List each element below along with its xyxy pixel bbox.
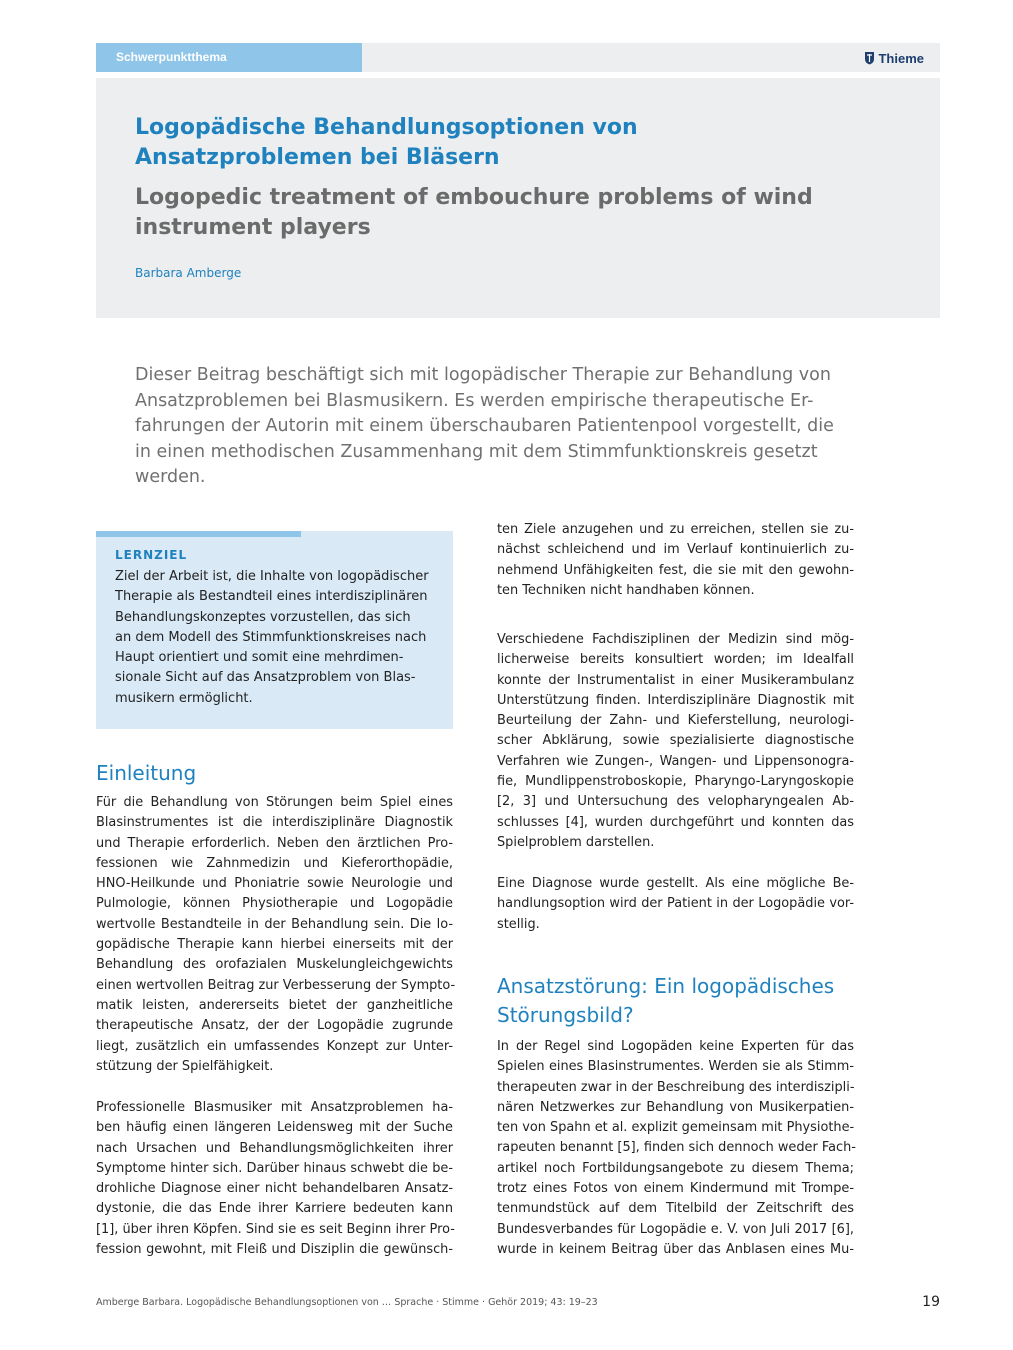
text-line: matik leisten, andererseits bietet der ganzheitliche <box>96 997 453 1013</box>
text-line: dystonie, die das Ende ihrer Karriere bedeuten kann <box>96 1201 453 1217</box>
text-line: nären Netzwerkes zur Behandlung von Musikerpatien- <box>497 1099 854 1115</box>
learning-goal-line: musikern ermöglicht. <box>115 690 253 706</box>
learning-goal-line: Ziel der Arbeit ist, die Inhalte von logopädischer <box>115 569 429 584</box>
text-line: Pulmologie, können Physiotherapie und Logopädie <box>96 896 453 912</box>
right-paragraph-4 <box>497 1037 854 1260</box>
learning-goal-line: Behandlungskonzeptes vorzustellen, das sich <box>115 609 411 625</box>
text-line: fessionen wie Zahnmedizin und Kieferorthopädie, <box>96 855 453 871</box>
learning-goal-line: sionale Sicht auf das Ansatzproblem von Blas- <box>115 670 416 686</box>
text-line: Eine Diagnose wurde gestellt. Als eine mögliche Be- <box>497 876 854 891</box>
text-line: handlungsoption wird der Patient in der Logopädie vor- <box>497 896 854 912</box>
abstract-line: Dieser Beitrag beschäftigt sich mit logopädischer Therapie zur Behandlung von <box>135 365 831 385</box>
text-line: Verfahren wie Zungen-, Wangen- und Lippensonogra- <box>497 753 854 769</box>
abstract-line: fahrungen der Autorin mit einem überschaubaren Patientenpool vorgestellt, die <box>135 416 834 436</box>
text-line: tenmundstück auf dem Titelbild der Zeitschrift des <box>497 1201 854 1217</box>
text-line: Bundesverbandes für Logopädie e. V. von Juli 2017 [6], <box>497 1221 854 1237</box>
text-line: stützung der Spielfähigkeit. <box>96 1058 274 1074</box>
text-line: wertvolle Bestandteile in der Behandlung sein. Die lo- <box>96 916 453 932</box>
text-line: nehmend Unfähigkeiten fest, die sie mit den gewohn- <box>497 562 854 578</box>
right-paragraph-2 <box>497 630 854 853</box>
text-line: Spielen eines Blasinstrumentes. Werden sie als Stimm- <box>497 1059 854 1075</box>
learning-goal-line: an dem Modell des Stimmfunktionskreises nach <box>115 629 427 645</box>
text-line: ten von Spahn et al. explizit gemeinsam mit Physiothe- <box>497 1120 855 1136</box>
text-line: liegt, zusätzlich ein umfassendes Konzept zur Unter- <box>96 1038 453 1054</box>
text-line: Symptome hinter sich. Darüber hinaus schwebt die be- <box>96 1160 453 1176</box>
text-line: wurde in keinem Beitrag über das Anblasen eines Mu- <box>497 1241 854 1257</box>
text-line: licherweise bereits konsultiert worden; im Idealfall <box>497 652 854 668</box>
left-paragraph-2 <box>96 1098 453 1260</box>
text-line: rapeuten benannt [5], finden sich dennoch weder Fach- <box>497 1140 856 1156</box>
left-paragraph-1 <box>96 793 456 1077</box>
text-line: trotz eines Fotos von einem Kindermund mit Trompe- <box>497 1181 854 1197</box>
abstract-line: werden. <box>135 467 206 487</box>
heading-line: Ansatzstörung: Ein logopädisches <box>497 974 835 998</box>
brand-name: Thieme <box>878 50 924 66</box>
text-line: ten Techniken nicht handhaben können. <box>497 582 755 598</box>
text-line: Beurteilung der Zahn- und Kieferstellung, neurologi- <box>497 713 854 729</box>
text-line: therapeuten zwar in der Beschreibung des interdiszipli- <box>497 1079 855 1095</box>
text-line: konnte der Instrumentalist in einer Musikerambulanz <box>497 672 854 688</box>
article-title-german: Logopädische Behandlungsoptionen von Ansatzproblemen bei Bläsern <box>135 115 638 170</box>
text-line: [2, 3] und Untersuchung des velopharyngealen Ab- <box>497 794 854 810</box>
text-line: nach Ursachen und Behandlungsmöglichkeiten ihrer <box>96 1140 453 1156</box>
abstract-line: in einen methodischen Zusammenhang mit dem Stimmfunktionskreis gesetzt <box>135 441 818 462</box>
text-line: und Therapie erforderlich. Neben den ärztlichen Pro- <box>96 835 453 851</box>
text-line: artikel noch Fortbildungsangebote zu diesem Thema; <box>497 1160 854 1176</box>
text-line: scher Abklärung, sowie spezialisierte diagnostische <box>497 733 854 749</box>
learning-goal-line: Therapie als Bestandteil eines interdisziplinären <box>115 589 428 605</box>
text-line: drohliche Diagnose einer nicht behandelbaren Ansatz- <box>96 1181 453 1197</box>
text-line: fession gewohnt, mit Fleiß und Disziplin die gewünsch- <box>96 1242 453 1258</box>
learning-goal-line: Haupt orientiert und somit eine mehrdimen- <box>115 650 404 666</box>
footer-citation: Amberge Barbara. Logopädische Behandlungsoptionen von … Sprache · Stimme · Gehör 2019; 43: 19–23 <box>96 1297 598 1308</box>
learning-goal-accent-bar <box>96 531 301 537</box>
text-line: ten Ziele anzugehen und zu erreichen, stellen sie zu- <box>497 522 854 537</box>
text-line: therapeutische Ansatz, der der Logopädie zugrunde <box>96 1018 453 1034</box>
text-line: stellig. <box>497 916 540 932</box>
text-line: Für die Behandlung von Störungen beim Spiel eines <box>96 795 453 810</box>
text-line: ben häufig einen längeren Leidensweg mit der Suche <box>96 1120 453 1136</box>
thieme-logo-icon <box>864 51 875 65</box>
article-title-english: Logopedic treatment of embouchure problems of wind instrument players <box>135 185 813 240</box>
section-heading-ansatzstoerung <box>497 972 834 1030</box>
right-paragraph-1 <box>497 520 854 601</box>
section-tab: Schwerpunktthema <box>96 43 362 72</box>
text-line: Spielproblem darstellen. <box>497 834 655 850</box>
text-line: [1], über ihren Köpfen. Sind sie es seit Beginn ihrer Pro- <box>96 1221 455 1237</box>
brand <box>864 49 924 67</box>
text-line: nächst schleichend und im Verlauf kontinuierlich zu- <box>497 542 854 558</box>
abstract <box>135 363 855 491</box>
section-heading-einleitung: Einleitung <box>96 761 197 785</box>
abstract-line: Ansatzproblemen bei Blasmusikern. Es werden empirische therapeutische Er- <box>135 390 814 411</box>
learning-goal-text <box>115 567 445 709</box>
text-line: Verschiedene Fachdisziplinen der Medizin sind mög- <box>497 632 854 647</box>
text-line: In der Regel sind Logopäden keine Experten für das <box>497 1039 854 1054</box>
heading-line: Störungsbild? <box>497 1003 634 1027</box>
text-line: HNO-Heilkunde und Phoniatrie sowie Neurologie und <box>96 876 453 892</box>
page-number: 19 <box>922 1294 940 1310</box>
text-line: Blasinstrumentes ist die interdisziplinäre Diagnostik <box>96 815 453 831</box>
text-line: Professionelle Blasmusiker mit Ansatzproblemen ha- <box>96 1100 453 1115</box>
text-line: gopädische Therapie kann hierbei einerseits mit der <box>96 937 453 953</box>
text-line: Unterstützung finden. Interdisziplinäre Diagnostik mit <box>497 692 854 708</box>
text-line: Behandlung des orofazialen Muskelungleichgewichts <box>96 957 453 973</box>
text-line: schlusses [4], wurden durchgeführt und konnten das <box>497 814 854 830</box>
author: Barbara Amberge <box>135 266 242 280</box>
text-line: einen wertvollen Beitrag zur Verbesserung der Sympto- <box>96 977 456 993</box>
right-paragraph-3 <box>497 874 854 935</box>
learning-goal-heading: LERNZIEL <box>115 548 188 562</box>
text-line: fie, Mundlippenstroboskopie, Pharyngo-Laryngoskopie <box>497 774 854 790</box>
